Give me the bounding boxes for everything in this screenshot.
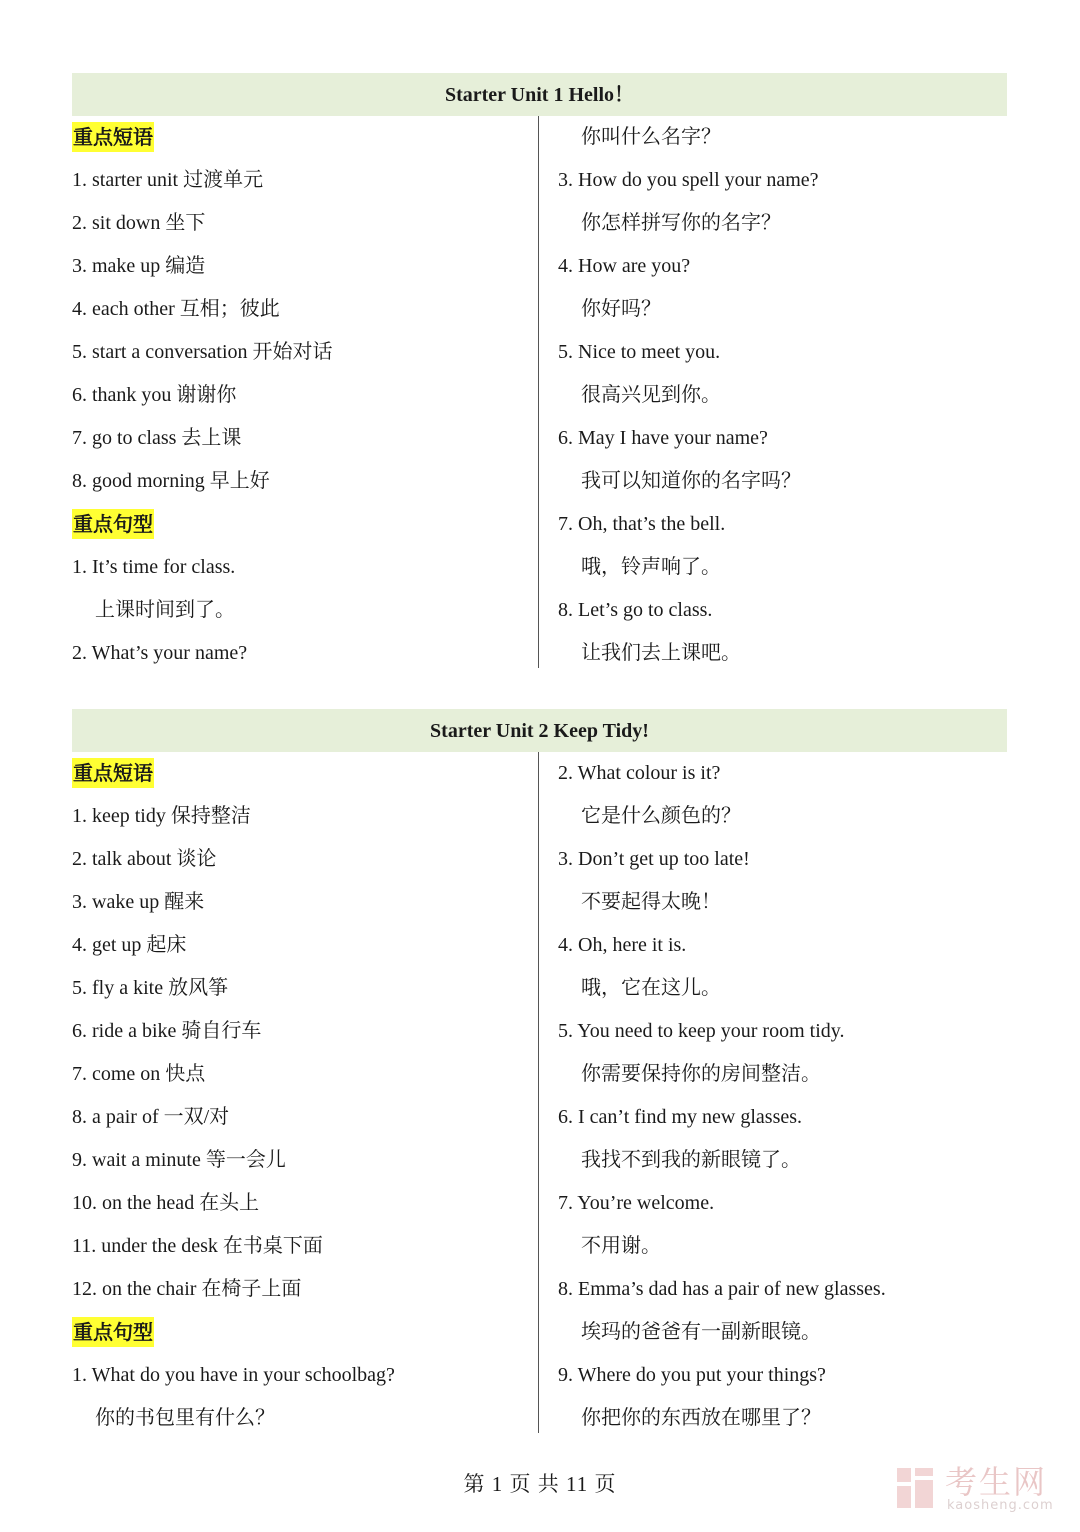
highlighted-heading-text: 重点句型: [72, 509, 154, 539]
line-text: 你怎样拼写你的名字？: [581, 212, 781, 234]
list-item: [72, 1053, 538, 1096]
line-text: 2. talk about 谈论: [72, 848, 217, 870]
list-item: [72, 546, 538, 589]
translation-line: [558, 546, 1007, 589]
list-item: [72, 967, 538, 1010]
watermark-mark-icon: [895, 1464, 937, 1512]
unit-2-columns: [72, 752, 1007, 1440]
translation-line: [72, 1397, 538, 1440]
line-text: 哦，铃声响了。: [581, 556, 721, 578]
line-text: 不要起得太晚！: [581, 891, 721, 913]
line-text: 1. keep tidy 保持整洁: [72, 805, 251, 827]
highlighted-heading-text: 重点短语: [72, 122, 154, 152]
line-text: 4. each other 互相；彼此: [72, 298, 280, 320]
line-text: 8. Let’s go to class.: [558, 599, 713, 621]
line-text: 你叫什么名字？: [581, 126, 721, 148]
line-text: 3. How do you spell your name?: [558, 169, 819, 191]
list-item: [72, 632, 538, 675]
list-item: [558, 159, 1007, 202]
translation-line: [558, 460, 1007, 503]
line-text: 你把你的东西放在哪里了？: [581, 1407, 821, 1429]
watermark-url: kaosheng.com: [947, 1498, 1054, 1513]
list-item: [72, 795, 538, 838]
line-text: 5. You need to keep your room tidy.: [558, 1020, 845, 1042]
line-text: 6. thank you 谢谢你: [72, 384, 237, 406]
section-heading: [72, 116, 538, 159]
list-item: [558, 1182, 1007, 1225]
line-text: 让我们去上课吧。: [581, 642, 741, 664]
column-divider: [538, 752, 539, 1433]
translation-line: [558, 202, 1007, 245]
list-item: [72, 374, 538, 417]
unit-2-right-column: [538, 752, 1007, 1440]
line-text: 8. good morning 早上好: [72, 470, 270, 492]
translation-line: [558, 116, 1007, 159]
list-item: [72, 1268, 538, 1311]
section-heading: [72, 1311, 538, 1354]
line-text: 我找不到我的新眼镜了。: [581, 1149, 801, 1171]
list-item: [558, 331, 1007, 374]
translation-line: [72, 589, 538, 632]
line-text: 你的书包里有什么？: [95, 1407, 275, 1429]
list-item: [72, 881, 538, 924]
line-text: 10. on the head 在头上: [72, 1192, 260, 1214]
unit-2-section: [72, 709, 1007, 1440]
list-item: [72, 838, 538, 881]
section-heading: [72, 503, 538, 546]
line-text: 4. Oh, here it is.: [558, 934, 687, 956]
list-item: [72, 417, 538, 460]
section-heading: [72, 752, 538, 795]
unit-1-title: Starter Unit 1 Hello！: [72, 73, 1007, 116]
translation-line: [558, 1139, 1007, 1182]
translation-line: [558, 374, 1007, 417]
list-item: [72, 1139, 538, 1182]
line-text: 8. Emma’s dad has a pair of new glasses.: [558, 1278, 886, 1300]
list-item: [558, 924, 1007, 967]
line-text: 6. I can’t find my new glasses.: [558, 1106, 803, 1128]
list-item: [558, 838, 1007, 881]
list-item: [72, 1096, 538, 1139]
line-text: 3. wake up 醒来: [72, 891, 205, 913]
list-item: [72, 1182, 538, 1225]
list-item: [558, 417, 1007, 460]
unit-1-left-column: [72, 116, 538, 675]
list-item: [558, 1354, 1007, 1397]
unit-2-left-column: [72, 752, 538, 1440]
translation-line: [558, 795, 1007, 838]
line-text: 12. on the chair 在椅子上面: [72, 1278, 302, 1300]
highlighted-heading-text: 重点短语: [72, 758, 154, 788]
line-text: 你需要保持你的房间整洁。: [581, 1063, 821, 1085]
unit-1-section: [72, 73, 1007, 675]
line-text: 7. Oh, that’s the bell.: [558, 513, 726, 535]
list-item: [72, 924, 538, 967]
line-text: 3. make up 编造: [72, 255, 206, 277]
list-item: [72, 460, 538, 503]
line-text: 5. start a conversation 开始对话: [72, 341, 333, 363]
list-item: [72, 159, 538, 202]
column-divider: [538, 116, 539, 668]
list-item: [558, 1268, 1007, 1311]
line-text: 2. What’s your name?: [72, 642, 248, 664]
line-text: 3. Don’t get up too late!: [558, 848, 750, 870]
line-text: 不用谢。: [581, 1235, 661, 1257]
line-text: 上课时间到了。: [95, 599, 235, 621]
line-text: 你好吗？: [581, 298, 661, 320]
list-item: [72, 202, 538, 245]
list-item: [558, 503, 1007, 546]
line-text: 9. wait a minute 等一会儿: [72, 1149, 286, 1171]
unit-1-columns: [72, 116, 1007, 675]
translation-line: [558, 1053, 1007, 1096]
translation-line: [558, 1311, 1007, 1354]
translation-line: [558, 1225, 1007, 1268]
line-text: 7. come on 快点: [72, 1063, 206, 1085]
highlighted-heading-text: 重点句型: [72, 1317, 154, 1347]
line-text: 很高兴见到你。: [581, 384, 721, 406]
unit-1-right-column: [538, 116, 1007, 675]
list-item: [72, 1354, 538, 1397]
line-text: 7. You’re welcome.: [558, 1192, 715, 1214]
line-text: 4. How are you?: [558, 255, 691, 277]
unit-2-title: Starter Unit 2 Keep Tidy!: [72, 709, 1007, 752]
translation-line: [558, 967, 1007, 1010]
line-text: 6. ride a bike 骑自行车: [72, 1020, 262, 1042]
line-text: 5. fly a kite 放风筝: [72, 977, 229, 999]
line-text: 我可以知道你的名字吗？: [581, 470, 801, 492]
page-number: 第 1 页 共 11 页: [463, 1472, 617, 1496]
watermark-brand: 考生网: [945, 1463, 1048, 1501]
line-text: 埃玛的爸爸有一副新眼镜。: [581, 1321, 821, 1343]
translation-line: [558, 632, 1007, 675]
line-text: 1. starter unit 过渡单元: [72, 169, 264, 191]
line-text: 5. Nice to meet you.: [558, 341, 721, 363]
line-text: 它是什么颜色的？: [581, 805, 741, 827]
list-item: [72, 1225, 538, 1268]
translation-line: [558, 1397, 1007, 1440]
line-text: 4. get up 起床: [72, 934, 187, 956]
line-text: 8. a pair of 一双/对: [72, 1106, 230, 1128]
list-item: [72, 1010, 538, 1053]
translation-line: [558, 881, 1007, 924]
line-text: 2. What colour is it?: [558, 762, 721, 784]
list-item: [72, 288, 538, 331]
translation-line: [558, 288, 1007, 331]
line-text: 7. go to class 去上课: [72, 427, 242, 449]
line-text: 哦，它在这儿。: [581, 977, 721, 999]
list-item: [72, 245, 538, 288]
list-item: [558, 1010, 1007, 1053]
list-item: [72, 331, 538, 374]
line-text: 2. sit down 坐下: [72, 212, 206, 234]
list-item: [558, 1096, 1007, 1139]
line-text: 9. Where do you put your things?: [558, 1364, 826, 1386]
line-text: 11. under the desk 在书桌下面: [72, 1235, 323, 1257]
list-item: [558, 589, 1007, 632]
watermark-logo: [895, 1464, 1060, 1516]
list-item: [558, 245, 1007, 288]
list-item: [558, 752, 1007, 795]
line-text: 1. It’s time for class.: [72, 556, 236, 578]
line-text: 1. What do you have in your schoolbag?: [72, 1364, 395, 1386]
line-text: 6. May I have your name?: [558, 427, 768, 449]
